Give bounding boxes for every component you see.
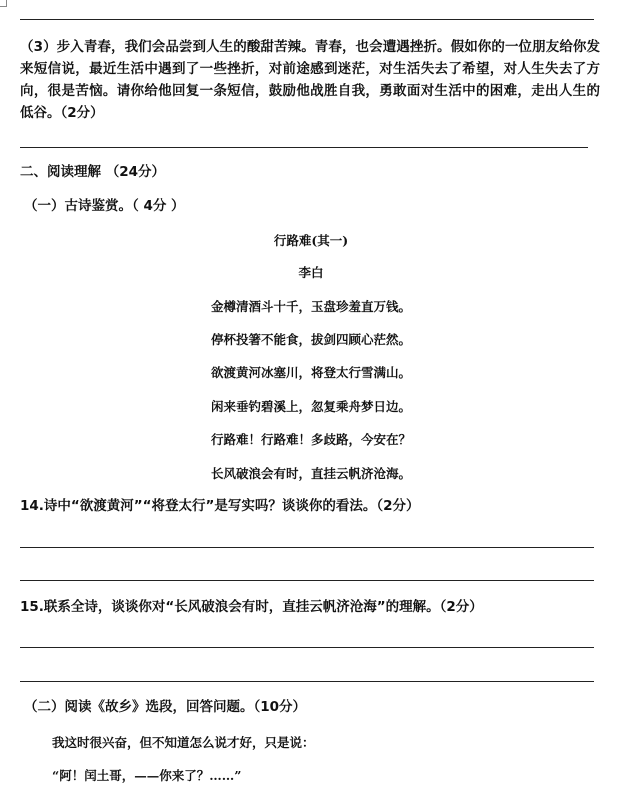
answer-line-top bbox=[20, 19, 594, 20]
excerpt-line: 我这时很兴奋，但不知道怎么说才好，只是说： bbox=[52, 735, 315, 750]
excerpt-line: “阿！闰土哥，——你来了？……” bbox=[52, 768, 242, 783]
section-2-title: 二、阅读理解 （24分） bbox=[20, 164, 165, 180]
answer-line-q3 bbox=[20, 147, 588, 148]
poem-line: 长风破浪会有时，直挂云帆济沧海。 bbox=[210, 466, 411, 481]
poem-line: 欲渡黄河冰塞川，将登太行雪满山。 bbox=[210, 365, 411, 380]
part-2-title: （二）阅读《故乡》选段，回答问题。（10分） bbox=[24, 699, 307, 715]
question-14: 14.诗中“欲渡黄河”“将登太行”是写实吗？谈谈你的看法。（2分） bbox=[20, 498, 420, 514]
poem-line: 金樽清酒斗十千，玉盘珍羞直万钱。 bbox=[210, 299, 411, 314]
poem-line: 行路难！行路难！多歧路，今安在？ bbox=[210, 432, 411, 447]
answer-line-q15-1 bbox=[20, 647, 594, 648]
part-1-title: （一）古诗鉴赏。（ 4分 ） bbox=[24, 198, 185, 214]
poem-line: 停杯投箸不能食，拔剑四顾心茫然。 bbox=[210, 332, 411, 347]
poem-line: 闲来垂钓碧溪上，忽复乘舟梦日边。 bbox=[210, 399, 411, 414]
poem-author: 李白 bbox=[298, 265, 324, 280]
corner-mark bbox=[0, 0, 7, 7]
question-3-text: （3）步入青春，我们会品尝到人生的酸甜苦辣。青春，也会遭遇挫折。假如你的一位朋友给你发来短信说，最近生活中遇到了一些挫折，对前途感到迷茫，对生活失去了希望，对人生失去了方向，很是苦恼。请你给他回复一条短信，鼓励他战胜自我，勇敢面对生活中的困难，走出人生的低谷。（2分） bbox=[20, 39, 600, 121]
question-15: 15.联系全诗，谈谈你对“长风破浪会有时，直挂云帆济沧海”的理解。（2分） bbox=[20, 599, 483, 615]
answer-line-q14-1 bbox=[20, 547, 594, 548]
answer-line-q15-2 bbox=[20, 681, 594, 682]
answer-line-q14-2 bbox=[20, 580, 594, 581]
poem-title: 行路难(其一) bbox=[273, 233, 349, 248]
